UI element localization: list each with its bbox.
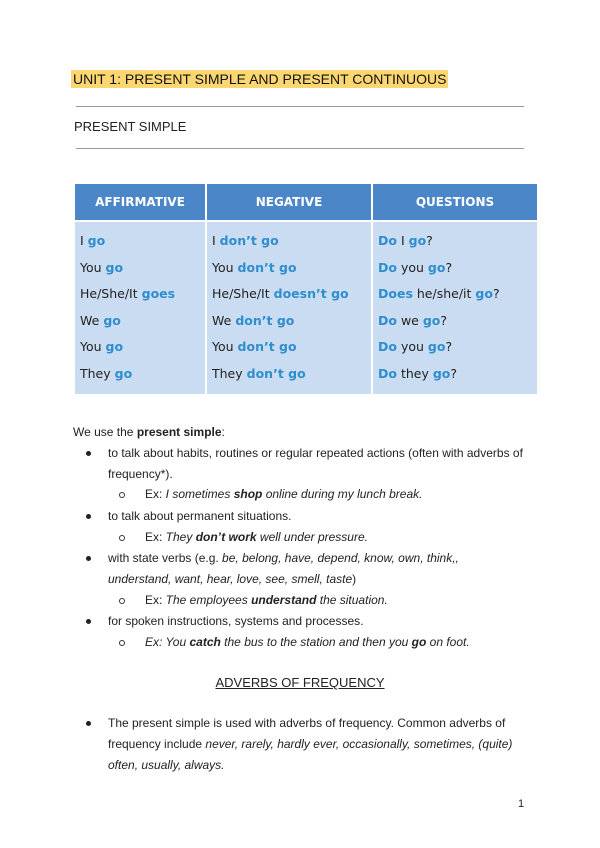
header-questions: QUESTIONS xyxy=(373,184,537,220)
list-item: with state verbs (e.g. be, belong, have, depend, know, own, think,, understand, want, hear, love, see, smell, taste) xyxy=(108,551,459,586)
section-heading: PRESENT SIMPLE xyxy=(74,119,187,134)
conjugation-table xyxy=(73,182,539,396)
sub-bullet-icon xyxy=(119,640,125,646)
page-title: UNIT 1: PRESENT SIMPLE AND PRESENT CONTINUOUS xyxy=(73,71,447,87)
questions-column xyxy=(373,222,537,394)
example-text: Ex: They don’t work well under pressure. xyxy=(145,530,368,544)
list-item: The present simple is used with adverbs of frequency. Common adverbs of frequency include never, rarely, hardly ever, occasionally, sometimes, (quite) often, usually, always. xyxy=(108,716,513,772)
table-row: Do we go? xyxy=(378,312,448,328)
table-row: Does he/she/it go? xyxy=(378,286,500,302)
sub-bullet-icon xyxy=(119,598,125,604)
divider xyxy=(76,106,524,107)
table-row: He/She/It goes xyxy=(80,286,176,302)
table-row: You don’t go xyxy=(212,339,297,355)
table-row: I go xyxy=(80,233,106,248)
example-text: Ex: The employees understand the situation. xyxy=(145,593,388,607)
example-text: Ex: I sometimes shop online during my lunch break. xyxy=(145,487,423,501)
table-row: They go xyxy=(80,365,133,381)
table-row: Do they go? xyxy=(378,365,458,381)
table-row: I don’t go xyxy=(212,233,279,248)
bullet-icon xyxy=(86,556,91,561)
table-row: You go xyxy=(80,339,124,355)
header-negative: NEGATIVE xyxy=(207,184,371,220)
bullet-icon xyxy=(86,721,91,726)
table-row: You don’t go xyxy=(212,259,297,275)
sub-bullet-icon xyxy=(119,535,125,541)
table-row: Do you go? xyxy=(378,339,453,355)
page-number: 1 xyxy=(518,798,525,810)
list-item: to talk about permanent situations. xyxy=(108,509,292,523)
table-row: They don’t go xyxy=(212,365,306,381)
negative-column xyxy=(207,222,371,394)
bullet-icon xyxy=(86,451,91,456)
bullet-icon xyxy=(86,619,91,624)
affirmative-column xyxy=(75,222,205,394)
intro-text: We use the present simple: xyxy=(73,425,225,439)
table-row: We go xyxy=(80,312,121,328)
table-row: Do I go? xyxy=(378,233,433,248)
example-text: Ex: You catch the bus to the station and then you go on foot. xyxy=(145,635,470,649)
header-affirmative: AFFIRMATIVE xyxy=(75,184,205,220)
sub-bullet-icon xyxy=(119,492,125,498)
table-row: He/She/It doesn’t go xyxy=(212,286,349,302)
table-row: Do you go? xyxy=(378,259,453,275)
list-item: to talk about habits, routines or regular repeated actions (often with adverbs of frequency*). xyxy=(108,446,523,481)
divider xyxy=(76,148,524,149)
table-row: We don’t go xyxy=(212,312,295,328)
adverbs-heading: ADVERBS OF FREQUENCY xyxy=(215,675,385,690)
list-item: for spoken instructions, systems and processes. xyxy=(108,614,364,628)
table-row: You go xyxy=(80,259,124,275)
bullet-icon xyxy=(86,514,91,519)
